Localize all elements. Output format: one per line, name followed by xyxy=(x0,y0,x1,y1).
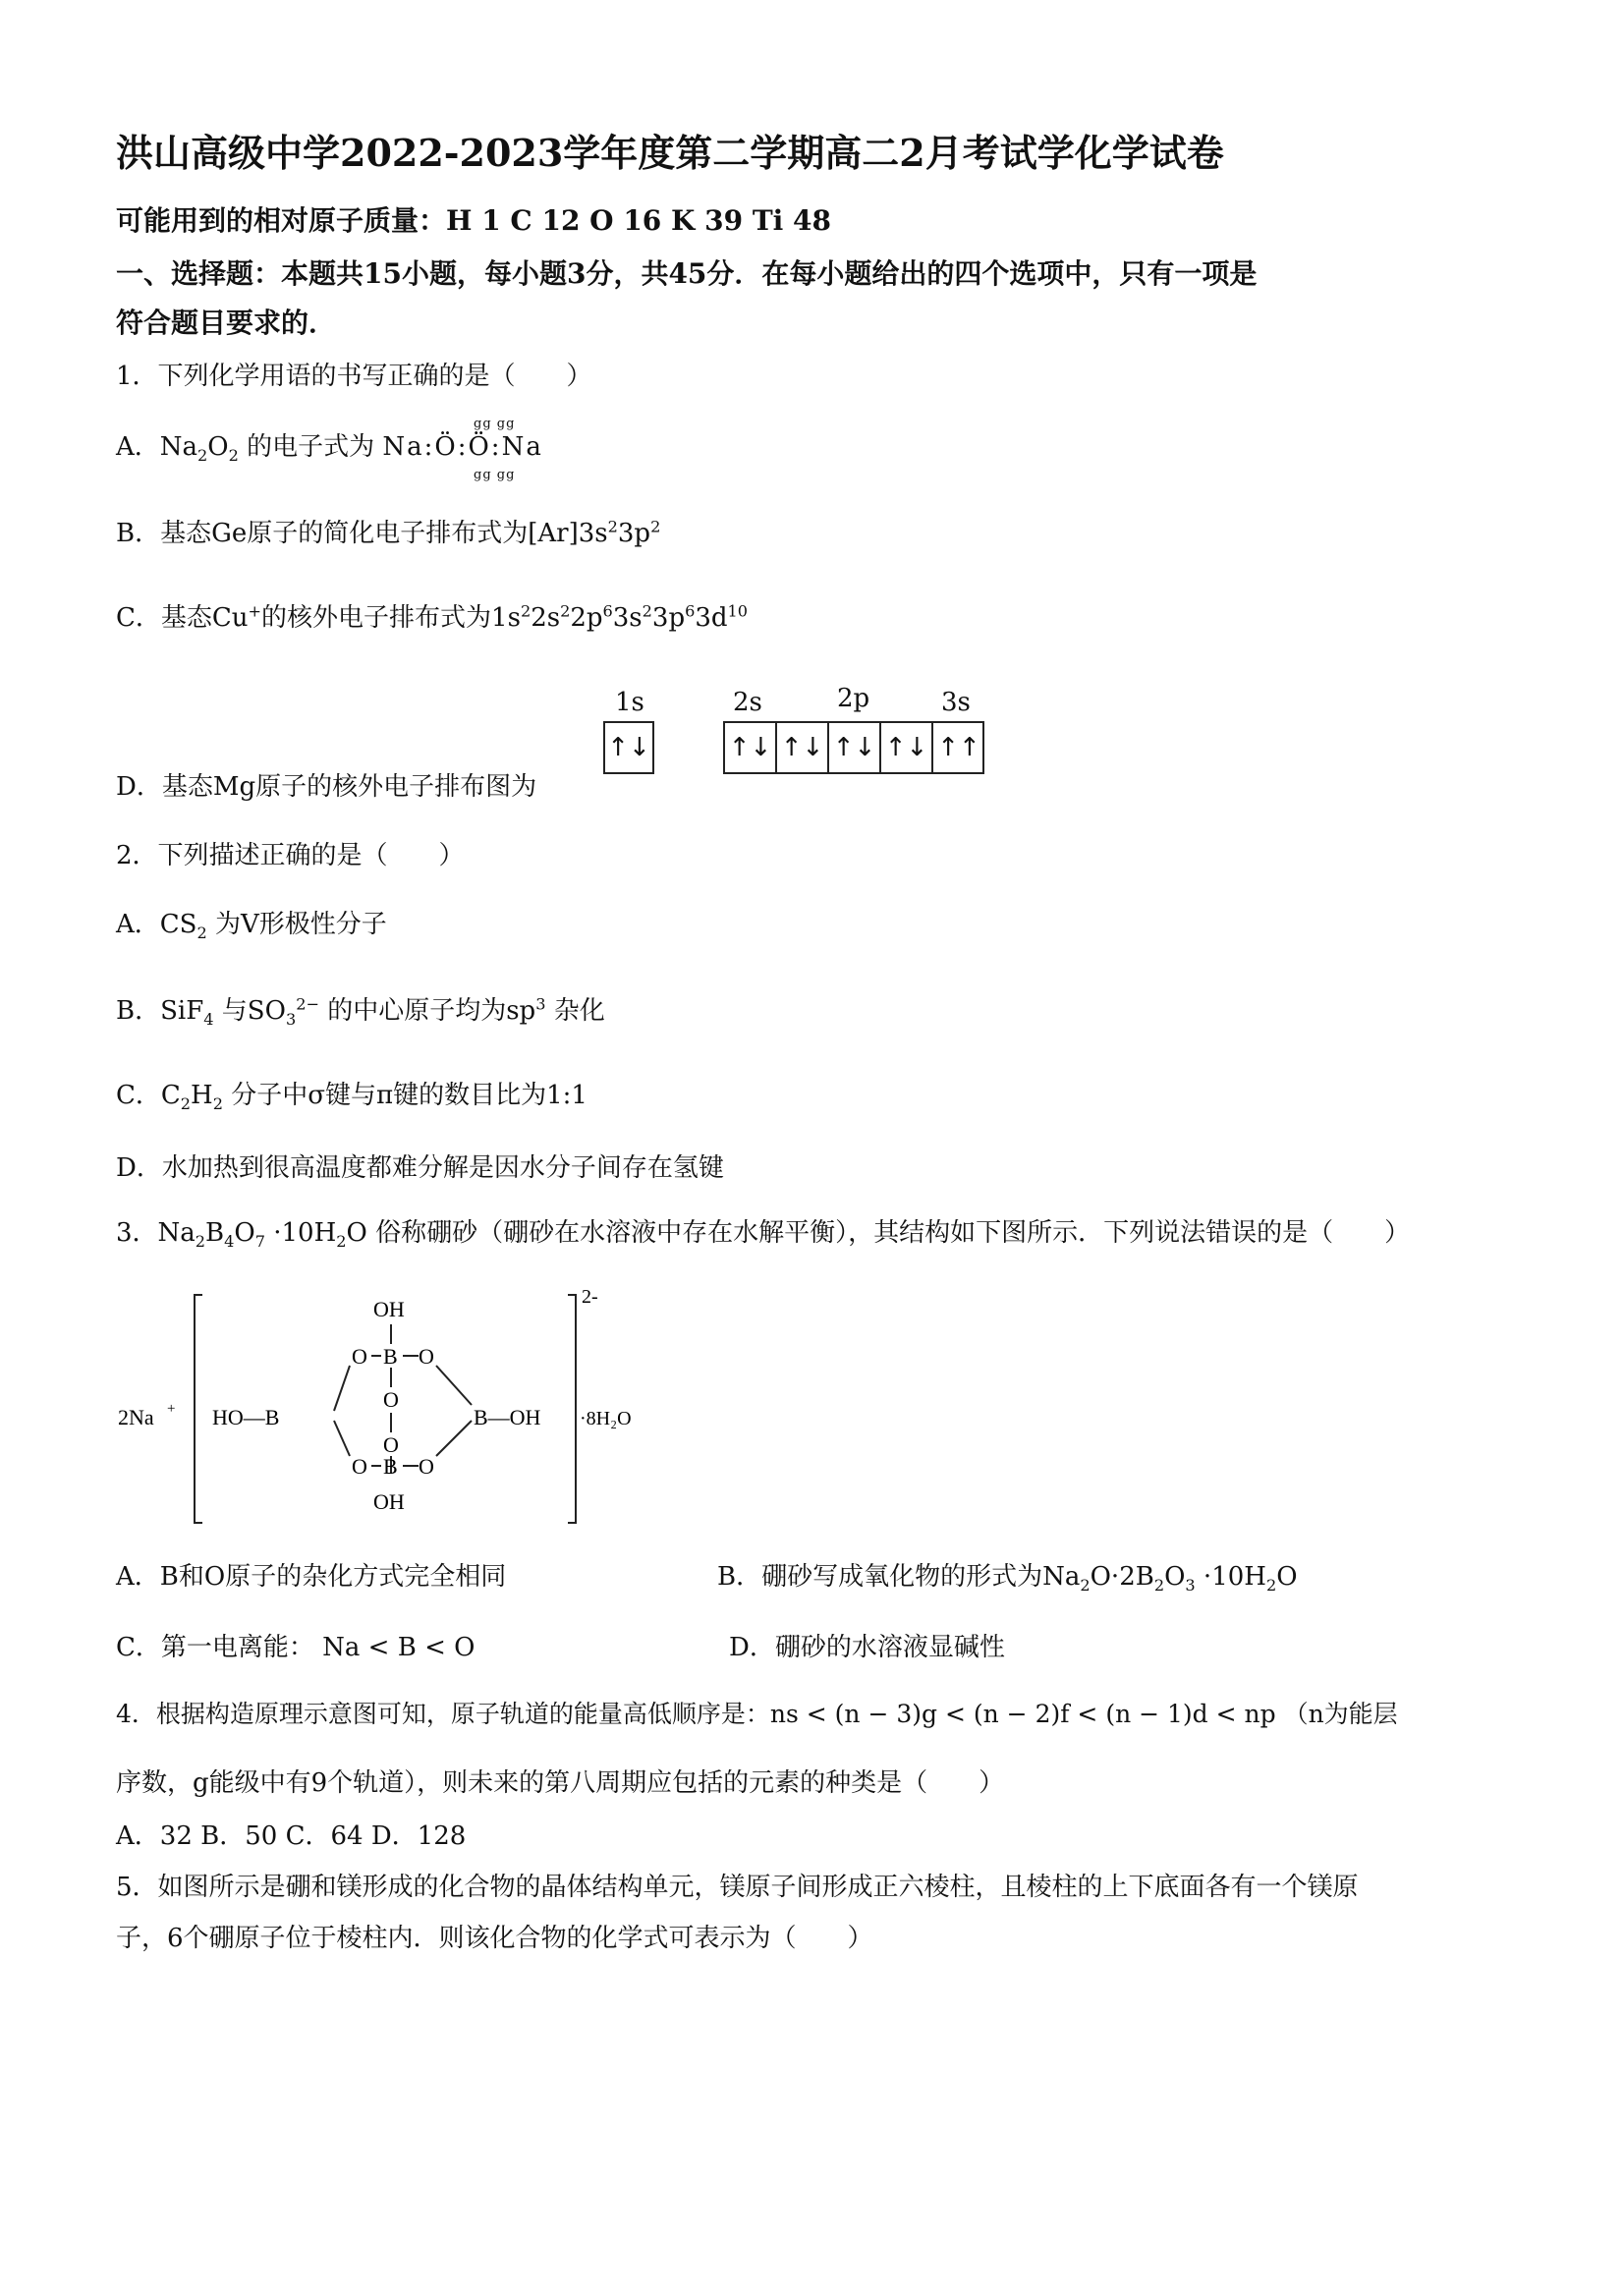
svg-text:O: O xyxy=(419,1344,434,1369)
q3-stem: 3．$Na_2B_4O_7 \cdot 10H_2O$ 俗称硼砂（硼砂在水溶液中存在水解平衡），其结构如下图所示．下列说法错误的是（ ） xyxy=(116,1218,1411,1252)
water-of-crystallization: ·8H₂O xyxy=(580,1408,632,1429)
q2-option-b: B．SiF$_4$ 与$SO_3^{2-}$ 的中心原子均为$sp^3$ 杂化 xyxy=(116,994,605,1030)
q2-option-a: A．$CS_2$ 为V形极性分子 xyxy=(116,910,387,943)
orbital-box-1s: ↑↓ xyxy=(603,721,654,774)
q2-stem: 2．下列描述正确的是（ ） xyxy=(116,841,465,870)
atomic-mass-line: 可能用到的相对原子质量：H 1 C 12 O 16 K 39 Ti 48 xyxy=(116,204,832,237)
q1-option-d: D．基态Mg原子的核外电子排布图为 xyxy=(116,772,537,802)
borax-structure-diagram xyxy=(118,1277,668,1533)
svg-text:B: B xyxy=(383,1454,398,1479)
lewis-dots-top: gg gg xyxy=(474,417,516,431)
svg-text:O: O xyxy=(383,1387,399,1412)
b-oh-right-label: B—OH xyxy=(474,1405,541,1429)
svg-text:O: O xyxy=(419,1454,434,1479)
q1-option-c: C．基态Cu+的核外电子排布式为$1s^22s^22p^63s^23p^63d^{10}$ xyxy=(116,601,749,633)
orbital-label-2s: 2s xyxy=(733,688,762,717)
orbital-label-1s: 1s xyxy=(615,688,644,717)
cation-label: 2Na xyxy=(118,1405,154,1429)
oh-bottom-label: OH xyxy=(373,1489,405,1514)
svg-text:O: O xyxy=(383,1432,399,1457)
q3-option-d: D．硼砂的水溶液显碱性 xyxy=(729,1633,1005,1662)
q4-line1: 4．根据构造原理示意图可知，原子轨道的能量高低顺序是：ns < (n − 3)g < (n − 2)f < (n − 1)d < np （n为能层 xyxy=(116,1700,1398,1728)
section-heading-line2: 符合题目要求的． xyxy=(116,307,337,339)
lewis-dots-bottom: gg gg xyxy=(474,468,516,482)
ho-b-left-label: HO—B xyxy=(212,1405,280,1429)
svg-text:O: O xyxy=(352,1344,367,1369)
orbital-box-2s2p3s xyxy=(723,721,984,774)
q1-a-label: A． xyxy=(116,432,160,462)
q1-stem: 1．下列化学用语的书写正确的是（ ） xyxy=(116,362,592,391)
left-bracket xyxy=(195,1295,202,1523)
q3-option-a: A．B和O原子的杂化方式完全相同 xyxy=(116,1562,507,1592)
orbital-cell-2p: ↑↓ xyxy=(881,723,933,772)
orbital-cell-3s: ↑↑ xyxy=(937,733,980,762)
section-heading-line1: 一、选择题：本题共15小题，每小题3分，共45分．在每小题给出的四个选项中，只有一项是 xyxy=(116,257,1258,290)
q1-option-a: A．$Na_2O_2$ 的电子式为 Na:Ö:Ö:Na xyxy=(116,432,543,466)
cation-charge: + xyxy=(167,1401,176,1417)
orbital-cell-2s: ↑↓ xyxy=(725,723,777,772)
q1-a-lewis: Na:Ö:Ö:Na xyxy=(382,432,543,462)
right-bracket xyxy=(568,1295,576,1523)
q5-line1: 5．如图所示是硼和镁形成的化合物的晶体结构单元，镁原子间形成正六棱柱，且棱柱的上下底面各有一个镁原 xyxy=(116,1873,1359,1902)
orbital-cell-2p: ↑↓ xyxy=(777,723,829,772)
q3-option-b: B．硼砂写成氧化物的形式为$Na_2O\cdot 2B_2O_3 \cdot 10H_2O$ xyxy=(717,1562,1298,1596)
q5-line2: 子，6个硼原子位于棱柱内．则该化合物的化学式可表示为（ ） xyxy=(116,1924,873,1953)
page-title: 洪山高级中学2022-2023学年度第二学期高二2月考试学化学试卷 xyxy=(116,131,1224,175)
q1-option-b: B．基态Ge原子的简化电子排布式为$[Ar]3s^23p^2$ xyxy=(116,517,661,548)
anion-charge: 2- xyxy=(582,1286,598,1308)
svg-text:O: O xyxy=(352,1454,367,1479)
orbital-label-2p: 2p xyxy=(837,684,870,713)
oh-top-label: OH xyxy=(373,1297,405,1321)
svg-text:B: B xyxy=(383,1344,398,1369)
q3-option-c: C．第一电离能： Na < B < O xyxy=(116,1633,476,1662)
q2-option-c: C．$C_2H_2$ 分子中σ键与π键的数目比为1:1 xyxy=(116,1081,588,1114)
q2-option-d: D．水加热到很高温度都难分解是因水分子间存在氢键 xyxy=(116,1153,724,1183)
orbital-label-3s: 3s xyxy=(941,688,971,717)
q4-options: A．32 B．50 C．64 D．128 xyxy=(116,1821,467,1851)
orbital-cell-2p: ↑↓ xyxy=(829,723,881,772)
q4-line2: 序数，g能级中有9个轨道），则未来的第八周期应包括的元素的种类是（ ） xyxy=(116,1768,1005,1798)
